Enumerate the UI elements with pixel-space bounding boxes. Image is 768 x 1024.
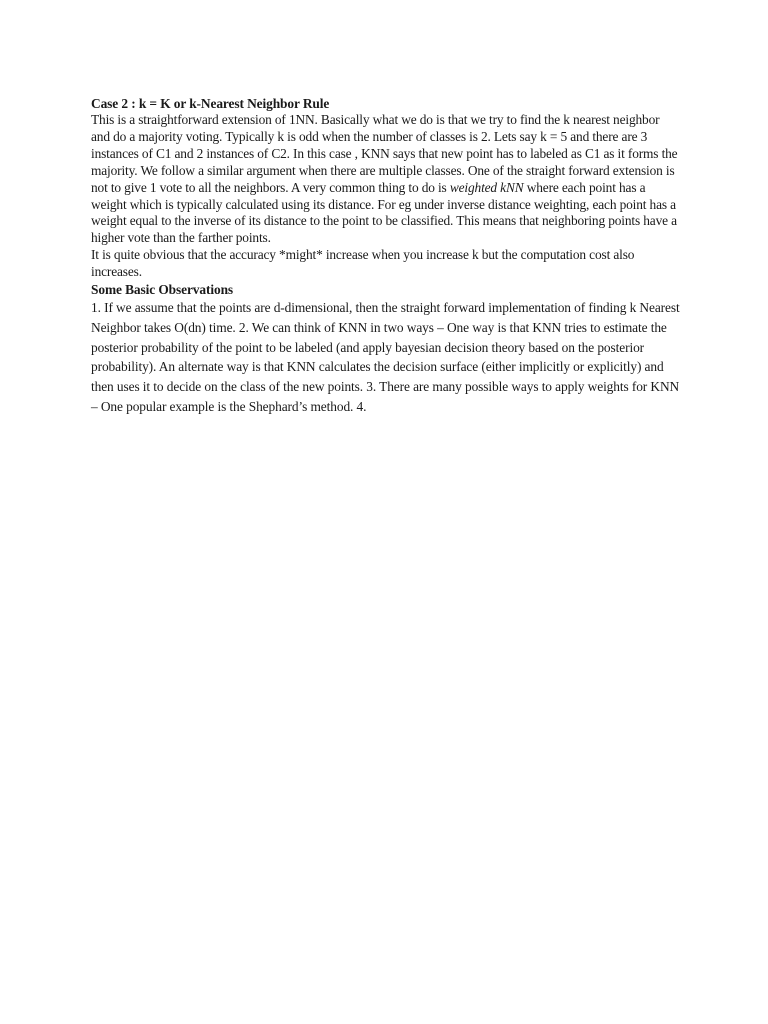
document-body: [91, 95, 681, 417]
section-heading-case2: Case 2 : k = K or k-Nearest Neighbor Rule: [91, 96, 330, 111]
paragraph-knn-text-before: This is a straightforward extension of 1NN. Basically what we do is that we try to find the k nearest neighbor and do a majority voting. Typically k is odd when the number of classes is 2. Lets say k = 5 and there are 3 instances of C1 and 2 instances of C2. In this case , KNN says that new point has to labeled as C1 as it forms the majority. We follow a similar argument when there are multiple classes. One of the straight forward extension is not to give 1 vote to all the neighbors. A very common thing to do is: [91, 112, 678, 195]
paragraph-accuracy: It is quite obvious that the accuracy *might* increase when you increase k but the computation cost also increases.: [91, 247, 635, 280]
weighted-knn-term: weighted kNN: [449, 179, 524, 195]
paragraph-knn-text-after: where each point has a weight which is typically calculated using its distance. For eg under inverse distance weighting, each point has a weight equal to the inverse of its distance to the point to be classified. This means that neighboring points have a higher vote than the farther points.: [91, 179, 677, 246]
paragraph-knn-description: [91, 112, 681, 247]
section-heading-observations: Some Basic Observations: [91, 282, 234, 298]
paragraph-observations: 1. If we assume that the points are d-dimensional, then the straight forward implementation of finding k Nearest Neighbor takes O(dn) time. 2. We can think of KNN in two ways – One way is that KNN tries to estimate the posterior probability of the point to be labeled (and apply bayesian decision theory based on the posterior probability). An alternate way is that KNN calculates the decision surface (either implicitly or explicitly) and then uses it to decide on the class of the new points. 3. There are many possible ways to apply weights for KNN – One popular example is the Shephard’s method. 4.: [91, 300, 680, 415]
